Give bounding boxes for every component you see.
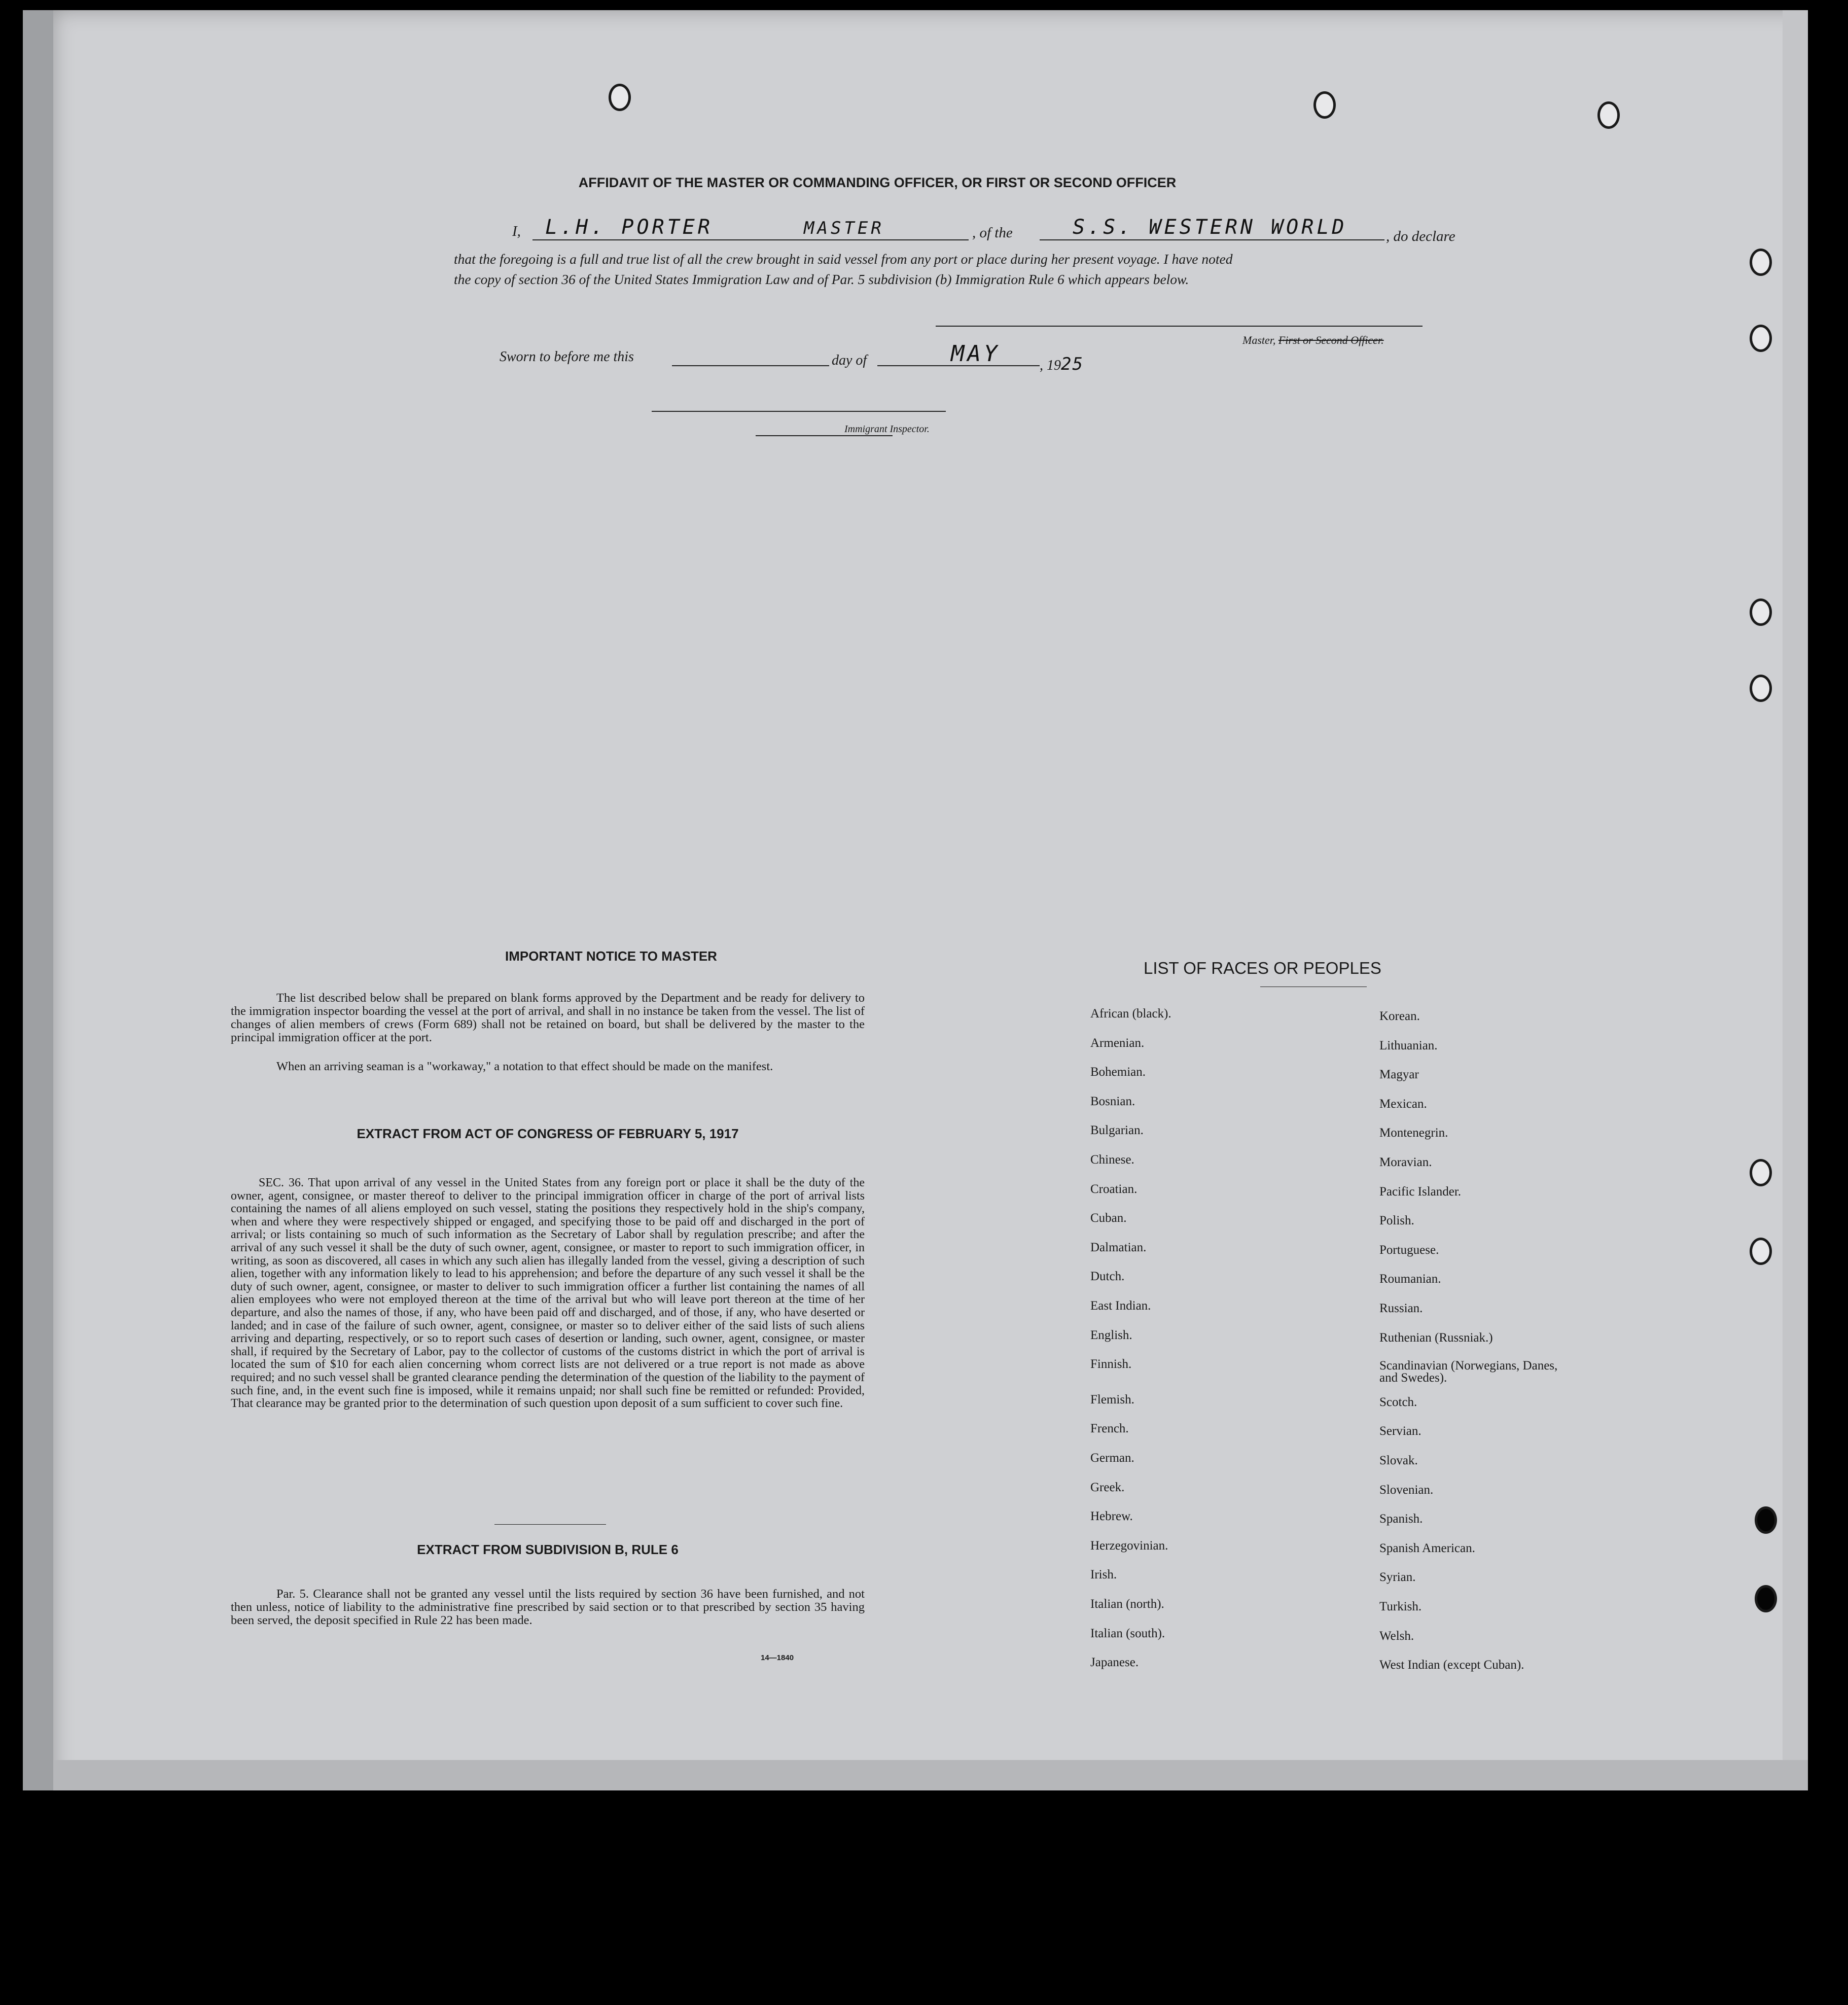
punch-hole	[1750, 249, 1772, 276]
signature-caption-struck: First or Second Officer.	[1278, 334, 1384, 346]
race-item-left: Italian (south).	[1090, 1627, 1165, 1640]
rule-extract-heading: EXTRACT FROM SUBDIVISION B, RULE 6	[417, 1542, 679, 1557]
race-item-right: Syrian.	[1379, 1570, 1416, 1584]
signature-line	[936, 326, 1423, 327]
document-page	[53, 10, 1808, 1790]
race-item-left: African (black).	[1090, 1007, 1171, 1021]
sworn-month: MAY	[951, 341, 1001, 367]
race-item-right: Slovenian.	[1379, 1483, 1434, 1497]
race-item-right: Turkish.	[1379, 1600, 1422, 1613]
master-rank: MASTER	[804, 218, 884, 238]
act-extract-text: SEC. 36. That upon arrival of any vessel in the United States from any foreign port or place it shall be the duty of the owner, agent, consignee, or master thereof to deliver to the principal immigration officer in charge of the port of arrival lists containing the names of all aliens employed on such vessel, stating the positions they respectively hold in the ship's company, when and where they were respectively shipped or engaged, and specifying those to be paid off and discharged in the port of arrival; or lists containing so much of such information as the Secretary of Labor shall by regulation prescribe; and after the arrival of any such vessel it shall be the duty of such owner, agent, consignee, or master to report to such immigration officer, in writing, as soon as discovered, all cases in which any such alien has illegally landed from the vessel, giving a description of such alien, together with any information likely to lead to his apprehension; and before the departure of any such vessel it shall be the duty of such owner, agent, consignee, or master to deliver to such immigration officer a further list containing the names of all alien employees who were not employed thereon at the time of the arrival but who will leave port thereon at the time of her departure, and also the names of those, if any, who have been paid off and discharged, and of those, if any, who have deserted or landed; and in case of the failure of such owner, agent, consignee, or master so to deliver either of the said lists of such aliens arriving and departing, respectively, or so to report such cases of desertion or landing, such owner, agent, consignee, or master shall, if required by the Secretary of Labor, pay to the collector of customs of the customs district in which the port of arrival is located the sum of $10 for each alien concerning whom correct lists are not delivered or a true report is not made as above required; and no such vessel shall be granted clearance pending the determination of the question of the liability to the payment of such fine, and, in the event such fine is imposed, while it remains unpaid; nor shall such fine be remitted or refunded: Provided, That clearance may be granted prior to the determination of such question upon deposit of a sum sufficient to cover such fine.	[231, 1176, 865, 1411]
punch-hole	[1750, 599, 1772, 626]
vessel-line	[1040, 239, 1384, 240]
punch-hole	[1597, 101, 1620, 129]
underlying-sheet-edge	[53, 1760, 1808, 1790]
of-the-label: , of the	[972, 225, 1013, 241]
race-item-left: German.	[1090, 1451, 1134, 1465]
year-handwritten: 25	[1061, 354, 1084, 374]
race-item-right: Slovak.	[1379, 1454, 1418, 1467]
race-item-right: Polish.	[1379, 1214, 1414, 1227]
race-item-left: Dalmatian.	[1090, 1241, 1147, 1254]
race-item-left: Italian (north).	[1090, 1597, 1164, 1611]
punch-hole	[1750, 1159, 1772, 1186]
race-item-left: Bosnian.	[1090, 1095, 1135, 1108]
vessel-name: S.S. WESTERN WORLD	[1073, 216, 1347, 239]
race-item-left: Armenian.	[1090, 1036, 1145, 1050]
notice-paragraph-2: When an arriving seaman is a "workaway," a notation to that effect should be made on the manifest.	[276, 1060, 773, 1073]
year-printed: , 1925	[1040, 354, 1084, 374]
inspector-line-upper	[652, 411, 946, 412]
rule-extract-text: Par. 5. Clearance shall not be granted any vessel until the lists required by section 36 have been furnished, and not then unless, notice of liability to the administrative fine prescribed by said section or to that prescribed by section 35 having been served, the deposit specified in Rule 22 has been made.	[231, 1587, 865, 1627]
signature-caption-master: Master,	[1242, 334, 1276, 346]
section-divider	[494, 1524, 606, 1525]
race-item-right: Spanish American.	[1379, 1541, 1475, 1555]
race-item-right: Welsh.	[1379, 1629, 1414, 1643]
race-item-right: Russian.	[1379, 1302, 1423, 1315]
sworn-label: Sworn to before me this	[500, 349, 634, 365]
race-item-left: Dutch.	[1090, 1270, 1125, 1283]
race-item-right: Lithuanian.	[1379, 1039, 1438, 1052]
race-item-right: Ruthenian (Russniak.)	[1379, 1331, 1493, 1345]
race-item-right: Montenegrin.	[1379, 1126, 1448, 1140]
race-item-left: Finnish.	[1090, 1357, 1132, 1371]
punch-hole	[609, 84, 631, 111]
affidavit-line-2: that the foregoing is a full and true list of all the crew brought in said vessel from any port or place during her present voyage. I have noted	[454, 251, 1233, 267]
punch-hole	[1755, 1585, 1777, 1612]
race-item-right: Magyar	[1379, 1068, 1419, 1081]
form-number: 14—1840	[761, 1654, 794, 1662]
rank-line	[796, 239, 969, 240]
race-item-left: English.	[1090, 1328, 1132, 1342]
affidavit-i-label: I,	[512, 223, 521, 239]
do-declare-label: , do declare	[1386, 228, 1455, 244]
races-heading: LIST OF RACES OR PEOPLES	[1144, 959, 1381, 977]
inspector-label: Immigrant Inspector.	[844, 424, 930, 435]
underlying-sheet-edge	[1783, 10, 1808, 1760]
punch-hole	[1313, 91, 1336, 119]
race-item-left: Bohemian.	[1090, 1065, 1146, 1079]
punch-hole	[1750, 1238, 1772, 1265]
race-item-right: Moravian.	[1379, 1155, 1432, 1169]
race-item-left: Hebrew.	[1090, 1509, 1133, 1523]
race-item-right: Roumanian.	[1379, 1272, 1441, 1286]
race-item-left: Herzegovinian.	[1090, 1539, 1168, 1553]
race-item-right: Spanish.	[1379, 1512, 1423, 1526]
race-item-right: West Indian (except Cuban).	[1379, 1658, 1524, 1672]
sworn-day-line	[672, 365, 829, 366]
race-item-right: Portuguese.	[1379, 1243, 1439, 1257]
punch-hole	[1750, 325, 1772, 352]
race-item-right: Scotch.	[1379, 1395, 1417, 1409]
signature-caption	[1242, 334, 1384, 347]
race-item-left: East Indian.	[1090, 1299, 1151, 1313]
punch-hole	[1755, 1506, 1777, 1534]
underlying-sheet-edge	[23, 10, 53, 1790]
race-item-right: Scandinavian (Norwegians, Danes, and Swedes).	[1379, 1359, 1558, 1385]
race-item-left: French.	[1090, 1422, 1129, 1435]
race-item-right: Korean.	[1379, 1009, 1420, 1023]
race-item-left: Cuban.	[1090, 1211, 1127, 1225]
race-item-left: Japanese.	[1090, 1656, 1139, 1669]
race-item-left: Bulgarian.	[1090, 1123, 1144, 1137]
master-name: L.H. PORTER	[545, 216, 713, 239]
punch-hole	[1750, 675, 1772, 702]
inspector-line-lower	[756, 435, 893, 436]
race-item-left: Flemish.	[1090, 1393, 1134, 1406]
race-item-right: Servian.	[1379, 1424, 1421, 1438]
notice-heading: IMPORTANT NOTICE TO MASTER	[505, 948, 717, 964]
race-item-right: Mexican.	[1379, 1097, 1427, 1111]
affidavit-line-3: the copy of section 36 of the United States Immigration Law and of Par. 5 subdivision (b) Immigration Rule 6 which appears below.	[454, 271, 1189, 287]
name-line	[532, 239, 796, 240]
notice-paragraph-1: The list described below shall be prepared on blank forms approved by the Department and be ready for delivery to the immigration inspector boarding the vessel at the port of arrival, and shall in no instance be taken from the vessel. The list of changes of alien members of crews (Form 689) shall not be retained on board, but shall be delivered by the master to the principal immigration officer at the port.	[231, 991, 865, 1044]
act-extract-heading: EXTRACT FROM ACT OF CONGRESS OF FEBRUARY 5, 1917	[357, 1126, 739, 1141]
race-item-left: Greek.	[1090, 1481, 1125, 1494]
race-item-left: Chinese.	[1090, 1153, 1134, 1167]
affidavit-heading: AFFIDAVIT OF THE MASTER OR COMMANDING OFFICER, OR FIRST OR SECOND OFFICER	[578, 175, 1177, 190]
race-item-right: Pacific Islander.	[1379, 1185, 1462, 1199]
day-of-label: day of	[832, 353, 867, 368]
race-item-left: Irish.	[1090, 1568, 1117, 1581]
race-item-left: Croatian.	[1090, 1182, 1138, 1196]
